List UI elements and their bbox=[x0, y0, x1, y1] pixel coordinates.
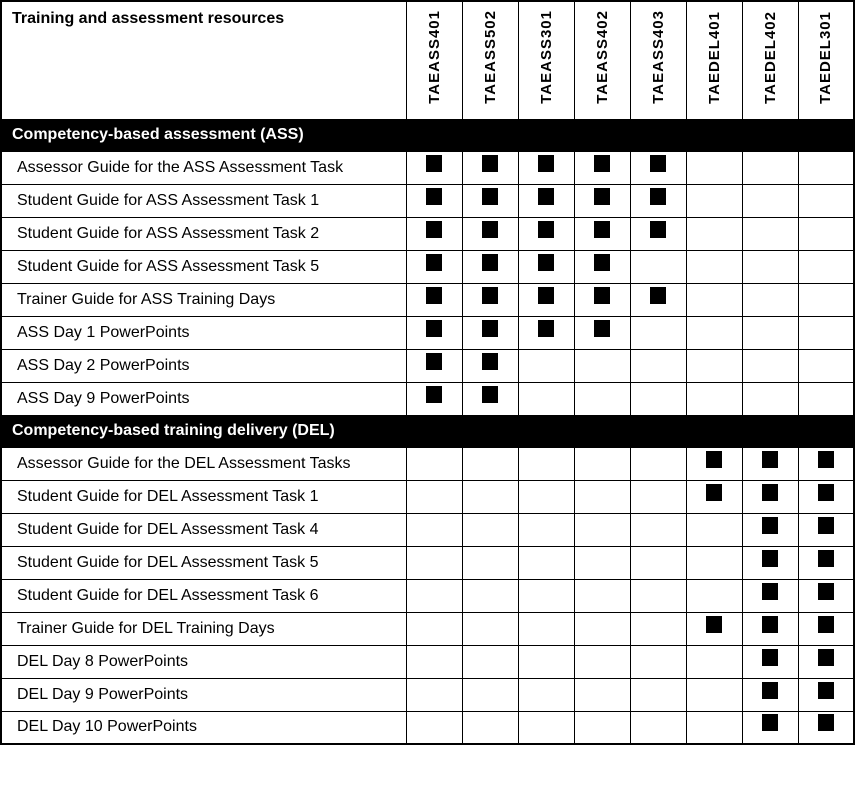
black-square-icon bbox=[426, 287, 442, 304]
unit-code-label: TAEDEL402 bbox=[761, 10, 779, 104]
section-band-row bbox=[1, 119, 854, 151]
black-square-icon bbox=[594, 155, 610, 172]
resource-label: Student Guide for DEL Assessment Task 6 bbox=[1, 579, 406, 612]
resource-label: Assessor Guide for the ASS Assessment Task bbox=[1, 151, 406, 184]
mark-cell-taeass401 bbox=[406, 217, 462, 250]
mark-cell-taeass301 bbox=[518, 250, 574, 283]
mark-cell-taedel402 bbox=[742, 382, 798, 415]
black-square-icon bbox=[818, 583, 834, 600]
mark-cell-taeass403 bbox=[630, 316, 686, 349]
mark-cell-taeass301 bbox=[518, 546, 574, 579]
mark-cell-taedel402 bbox=[742, 283, 798, 316]
mark-cell-taeass401 bbox=[406, 480, 462, 513]
mark-cell-taedel401 bbox=[686, 480, 742, 513]
matrix-header bbox=[1, 1, 854, 119]
column-header-taeass301 bbox=[518, 1, 574, 119]
black-square-icon bbox=[426, 386, 442, 403]
black-square-icon bbox=[538, 287, 554, 304]
black-square-icon bbox=[482, 386, 498, 403]
mark-cell-taeass301 bbox=[518, 612, 574, 645]
mark-cell-taeass402 bbox=[574, 151, 630, 184]
mark-cell-taeass502 bbox=[462, 480, 518, 513]
mark-cell-taeass301 bbox=[518, 151, 574, 184]
black-square-icon bbox=[762, 550, 778, 567]
table-title: Training and assessment resources bbox=[1, 1, 406, 119]
mark-cell-taeass401 bbox=[406, 184, 462, 217]
mark-cell-taeass301 bbox=[518, 645, 574, 678]
mark-cell-taedel402 bbox=[742, 546, 798, 579]
black-square-icon bbox=[482, 188, 498, 205]
table-row bbox=[1, 250, 854, 283]
mark-cell-taeass502 bbox=[462, 612, 518, 645]
black-square-icon bbox=[482, 287, 498, 304]
unit-code-label: TAEDEL301 bbox=[817, 10, 835, 104]
resource-label: Trainer Guide for DEL Training Days bbox=[1, 612, 406, 645]
column-header-taeass403 bbox=[630, 1, 686, 119]
mark-cell-taeass402 bbox=[574, 184, 630, 217]
mark-cell-taeass402 bbox=[574, 480, 630, 513]
section-band-row bbox=[1, 415, 854, 447]
mark-cell-taeass402 bbox=[574, 612, 630, 645]
mark-cell-taeass403 bbox=[630, 711, 686, 744]
black-square-icon bbox=[818, 484, 834, 501]
mark-cell-taedel402 bbox=[742, 349, 798, 382]
mark-cell-taedel301 bbox=[798, 645, 854, 678]
mark-cell-taedel301 bbox=[798, 283, 854, 316]
black-square-icon bbox=[706, 451, 722, 468]
black-square-icon bbox=[650, 221, 666, 238]
mark-cell-taeass403 bbox=[630, 382, 686, 415]
mark-cell-taedel401 bbox=[686, 447, 742, 480]
mark-cell-taeass401 bbox=[406, 678, 462, 711]
mark-cell-taedel301 bbox=[798, 579, 854, 612]
mark-cell-taeass402 bbox=[574, 645, 630, 678]
mark-cell-taedel401 bbox=[686, 645, 742, 678]
mark-cell-taedel401 bbox=[686, 349, 742, 382]
mark-cell-taedel301 bbox=[798, 382, 854, 415]
black-square-icon bbox=[818, 550, 834, 567]
mark-cell-taedel301 bbox=[798, 250, 854, 283]
mark-cell-taedel402 bbox=[742, 645, 798, 678]
mark-cell-taeass301 bbox=[518, 184, 574, 217]
resource-label: ASS Day 9 PowerPoints bbox=[1, 382, 406, 415]
mark-cell-taeass301 bbox=[518, 316, 574, 349]
mark-cell-taeass403 bbox=[630, 250, 686, 283]
mark-cell-taeass401 bbox=[406, 711, 462, 744]
mark-cell-taeass402 bbox=[574, 316, 630, 349]
mark-cell-taeass401 bbox=[406, 250, 462, 283]
mark-cell-taeass402 bbox=[574, 579, 630, 612]
mark-cell-taeass403 bbox=[630, 217, 686, 250]
table-row bbox=[1, 349, 854, 382]
black-square-icon bbox=[762, 484, 778, 501]
black-square-icon bbox=[538, 254, 554, 271]
table-row bbox=[1, 678, 854, 711]
black-square-icon bbox=[762, 682, 778, 699]
black-square-icon bbox=[482, 353, 498, 370]
mark-cell-taeass301 bbox=[518, 217, 574, 250]
mark-cell-taeass403 bbox=[630, 678, 686, 711]
black-square-icon bbox=[538, 320, 554, 337]
black-square-icon bbox=[482, 221, 498, 238]
column-header-taedel301 bbox=[798, 1, 854, 119]
resource-label: Student Guide for DEL Assessment Task 5 bbox=[1, 546, 406, 579]
mark-cell-taedel301 bbox=[798, 184, 854, 217]
black-square-icon bbox=[762, 714, 778, 731]
mark-cell-taedel402 bbox=[742, 217, 798, 250]
matrix-body bbox=[1, 119, 854, 744]
mark-cell-taeass401 bbox=[406, 579, 462, 612]
mark-cell-taedel301 bbox=[798, 678, 854, 711]
mark-cell-taeass402 bbox=[574, 250, 630, 283]
mark-cell-taeass401 bbox=[406, 645, 462, 678]
black-square-icon bbox=[538, 221, 554, 238]
mark-cell-taeass402 bbox=[574, 546, 630, 579]
mark-cell-taedel401 bbox=[686, 678, 742, 711]
black-square-icon bbox=[706, 616, 722, 633]
table-row bbox=[1, 316, 854, 349]
mark-cell-taeass401 bbox=[406, 349, 462, 382]
mark-cell-taedel402 bbox=[742, 316, 798, 349]
mark-cell-taeass403 bbox=[630, 645, 686, 678]
mark-cell-taedel401 bbox=[686, 382, 742, 415]
table-row bbox=[1, 711, 854, 744]
black-square-icon bbox=[762, 649, 778, 666]
mark-cell-taedel301 bbox=[798, 447, 854, 480]
black-square-icon bbox=[818, 714, 834, 731]
section-title: Competency-based training delivery (DEL) bbox=[1, 415, 854, 447]
column-header-taeass401 bbox=[406, 1, 462, 119]
mark-cell-taeass403 bbox=[630, 349, 686, 382]
mark-cell-taeass403 bbox=[630, 546, 686, 579]
table-row bbox=[1, 217, 854, 250]
mark-cell-taeass502 bbox=[462, 711, 518, 744]
black-square-icon bbox=[594, 320, 610, 337]
black-square-icon bbox=[818, 682, 834, 699]
section-title: Competency-based assessment (ASS) bbox=[1, 119, 854, 151]
mark-cell-taedel402 bbox=[742, 711, 798, 744]
black-square-icon bbox=[426, 188, 442, 205]
mark-cell-taeass401 bbox=[406, 151, 462, 184]
mark-cell-taeass402 bbox=[574, 513, 630, 546]
table-row bbox=[1, 579, 854, 612]
mark-cell-taeass401 bbox=[406, 316, 462, 349]
black-square-icon bbox=[594, 188, 610, 205]
table-row bbox=[1, 447, 854, 480]
mark-cell-taeass401 bbox=[406, 546, 462, 579]
mark-cell-taedel401 bbox=[686, 711, 742, 744]
table-row bbox=[1, 513, 854, 546]
table-row bbox=[1, 184, 854, 217]
mark-cell-taeass401 bbox=[406, 382, 462, 415]
black-square-icon bbox=[762, 616, 778, 633]
mark-cell-taeass301 bbox=[518, 678, 574, 711]
black-square-icon bbox=[426, 320, 442, 337]
black-square-icon bbox=[482, 155, 498, 172]
mark-cell-taeass502 bbox=[462, 316, 518, 349]
mark-cell-taedel402 bbox=[742, 184, 798, 217]
mark-cell-taeass301 bbox=[518, 382, 574, 415]
resource-label: DEL Day 10 PowerPoints bbox=[1, 711, 406, 744]
mark-cell-taedel401 bbox=[686, 316, 742, 349]
column-header-taeass402 bbox=[574, 1, 630, 119]
resource-label: Student Guide for DEL Assessment Task 1 bbox=[1, 480, 406, 513]
mark-cell-taeass301 bbox=[518, 711, 574, 744]
mark-cell-taedel301 bbox=[798, 711, 854, 744]
mark-cell-taedel402 bbox=[742, 513, 798, 546]
mark-cell-taeass301 bbox=[518, 283, 574, 316]
mark-cell-taedel401 bbox=[686, 612, 742, 645]
resource-label: ASS Day 2 PowerPoints bbox=[1, 349, 406, 382]
mark-cell-taeass502 bbox=[462, 447, 518, 480]
mark-cell-taedel401 bbox=[686, 184, 742, 217]
black-square-icon bbox=[594, 221, 610, 238]
mark-cell-taedel301 bbox=[798, 217, 854, 250]
resource-label: Student Guide for DEL Assessment Task 4 bbox=[1, 513, 406, 546]
mark-cell-taeass403 bbox=[630, 579, 686, 612]
mark-cell-taedel401 bbox=[686, 151, 742, 184]
mark-cell-taedel402 bbox=[742, 447, 798, 480]
mark-cell-taeass402 bbox=[574, 382, 630, 415]
header-row bbox=[1, 1, 854, 119]
mark-cell-taedel402 bbox=[742, 250, 798, 283]
black-square-icon bbox=[818, 649, 834, 666]
black-square-icon bbox=[650, 155, 666, 172]
mark-cell-taeass401 bbox=[406, 513, 462, 546]
black-square-icon bbox=[482, 254, 498, 271]
mark-cell-taedel301 bbox=[798, 612, 854, 645]
black-square-icon bbox=[426, 254, 442, 271]
black-square-icon bbox=[818, 517, 834, 534]
mark-cell-taeass403 bbox=[630, 184, 686, 217]
mark-cell-taeass502 bbox=[462, 513, 518, 546]
black-square-icon bbox=[818, 451, 834, 468]
mark-cell-taedel301 bbox=[798, 513, 854, 546]
mark-cell-taedel402 bbox=[742, 612, 798, 645]
mark-cell-taeass403 bbox=[630, 447, 686, 480]
mark-cell-taeass402 bbox=[574, 217, 630, 250]
black-square-icon bbox=[594, 287, 610, 304]
mark-cell-taeass301 bbox=[518, 579, 574, 612]
table-row bbox=[1, 283, 854, 316]
mark-cell-taeass403 bbox=[630, 151, 686, 184]
mark-cell-taedel401 bbox=[686, 283, 742, 316]
black-square-icon bbox=[426, 221, 442, 238]
column-header-taeass502 bbox=[462, 1, 518, 119]
mark-cell-taedel402 bbox=[742, 579, 798, 612]
black-square-icon bbox=[650, 287, 666, 304]
black-square-icon bbox=[426, 155, 442, 172]
black-square-icon bbox=[762, 451, 778, 468]
resource-label: DEL Day 9 PowerPoints bbox=[1, 678, 406, 711]
mark-cell-taedel402 bbox=[742, 151, 798, 184]
mark-cell-taeass502 bbox=[462, 151, 518, 184]
black-square-icon bbox=[818, 616, 834, 633]
resource-label: Assessor Guide for the DEL Assessment Tasks bbox=[1, 447, 406, 480]
mark-cell-taedel401 bbox=[686, 217, 742, 250]
table-row bbox=[1, 612, 854, 645]
black-square-icon bbox=[538, 188, 554, 205]
mark-cell-taeass402 bbox=[574, 711, 630, 744]
mark-cell-taeass301 bbox=[518, 513, 574, 546]
black-square-icon bbox=[650, 188, 666, 205]
mark-cell-taeass502 bbox=[462, 217, 518, 250]
mark-cell-taeass402 bbox=[574, 283, 630, 316]
mark-cell-taeass402 bbox=[574, 349, 630, 382]
mark-cell-taedel401 bbox=[686, 579, 742, 612]
mark-cell-taeass402 bbox=[574, 447, 630, 480]
mark-cell-taeass403 bbox=[630, 612, 686, 645]
black-square-icon bbox=[482, 320, 498, 337]
black-square-icon bbox=[426, 353, 442, 370]
column-header-taedel401 bbox=[686, 1, 742, 119]
table-row bbox=[1, 480, 854, 513]
mark-cell-taeass403 bbox=[630, 513, 686, 546]
mark-cell-taedel401 bbox=[686, 250, 742, 283]
resource-label: Student Guide for ASS Assessment Task 2 bbox=[1, 217, 406, 250]
mark-cell-taedel301 bbox=[798, 349, 854, 382]
mark-cell-taeass502 bbox=[462, 645, 518, 678]
mark-cell-taeass301 bbox=[518, 447, 574, 480]
mark-cell-taedel301 bbox=[798, 546, 854, 579]
mark-cell-taedel401 bbox=[686, 513, 742, 546]
mark-cell-taedel301 bbox=[798, 316, 854, 349]
unit-code-label: TAEASS301 bbox=[537, 9, 555, 104]
black-square-icon bbox=[706, 484, 722, 501]
mark-cell-taeass403 bbox=[630, 283, 686, 316]
mark-cell-taedel402 bbox=[742, 480, 798, 513]
column-header-taedel402 bbox=[742, 1, 798, 119]
black-square-icon bbox=[538, 155, 554, 172]
mark-cell-taeass502 bbox=[462, 250, 518, 283]
mark-cell-taeass402 bbox=[574, 678, 630, 711]
resource-label: ASS Day 1 PowerPoints bbox=[1, 316, 406, 349]
resource-label: Student Guide for ASS Assessment Task 5 bbox=[1, 250, 406, 283]
black-square-icon bbox=[762, 583, 778, 600]
resource-label: Student Guide for ASS Assessment Task 1 bbox=[1, 184, 406, 217]
mark-cell-taeass502 bbox=[462, 579, 518, 612]
unit-code-label: TAEDEL401 bbox=[705, 10, 723, 104]
mark-cell-taeass401 bbox=[406, 283, 462, 316]
unit-code-label: TAEASS402 bbox=[593, 9, 611, 104]
mark-cell-taeass502 bbox=[462, 678, 518, 711]
mark-cell-taeass502 bbox=[462, 349, 518, 382]
mark-cell-taeass502 bbox=[462, 382, 518, 415]
mark-cell-taeass403 bbox=[630, 480, 686, 513]
mark-cell-taedel401 bbox=[686, 546, 742, 579]
unit-code-label: TAEASS502 bbox=[481, 9, 499, 104]
resource-label: DEL Day 8 PowerPoints bbox=[1, 645, 406, 678]
unit-code-label: TAEASS401 bbox=[425, 9, 443, 104]
black-square-icon bbox=[594, 254, 610, 271]
mark-cell-taedel301 bbox=[798, 480, 854, 513]
mark-cell-taedel301 bbox=[798, 151, 854, 184]
mark-cell-taeass502 bbox=[462, 184, 518, 217]
black-square-icon bbox=[762, 517, 778, 534]
mark-cell-taeass401 bbox=[406, 447, 462, 480]
mark-cell-taeass401 bbox=[406, 612, 462, 645]
mark-cell-taedel402 bbox=[742, 678, 798, 711]
mark-cell-taeass301 bbox=[518, 349, 574, 382]
table-row bbox=[1, 645, 854, 678]
unit-code-label: TAEASS403 bbox=[649, 9, 667, 104]
mark-cell-taeass502 bbox=[462, 546, 518, 579]
mark-cell-taeass301 bbox=[518, 480, 574, 513]
table-row bbox=[1, 382, 854, 415]
resource-label: Trainer Guide for ASS Training Days bbox=[1, 283, 406, 316]
table-row bbox=[1, 546, 854, 579]
table-row bbox=[1, 151, 854, 184]
mark-cell-taeass502 bbox=[462, 283, 518, 316]
